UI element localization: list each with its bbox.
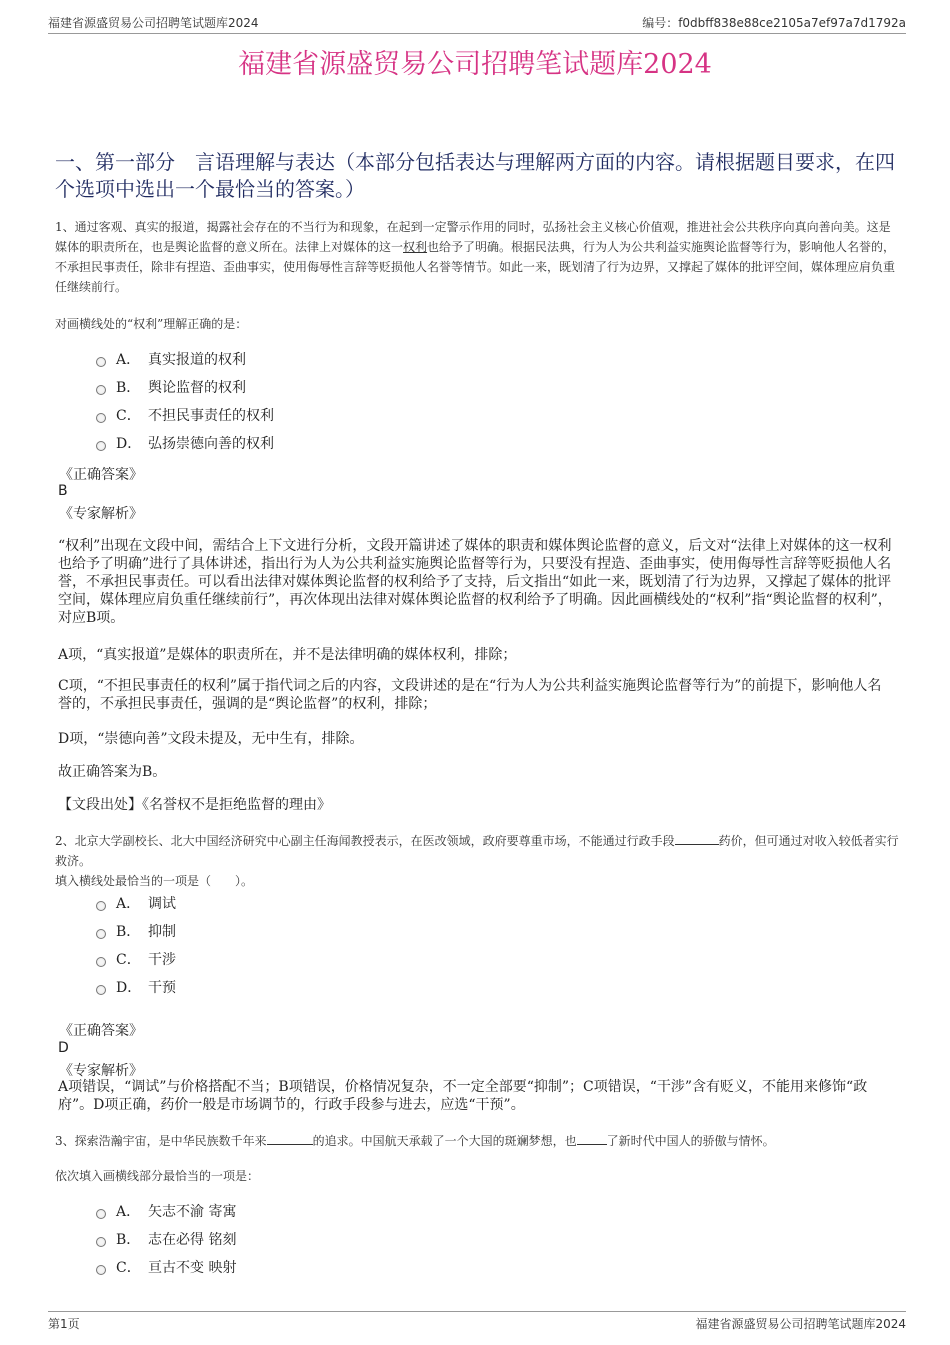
option-letter: B． (116, 924, 141, 940)
header-doc-id: 编号：f0dbff838e88ce2105a7ef97a7d1792a (642, 16, 906, 30)
q2-prompt: 填入横线处最恰当的一项是（ ）。 (55, 874, 254, 888)
q2-stem (55, 831, 900, 871)
option-letter: D． (116, 436, 142, 452)
radio-icon[interactable] (96, 413, 106, 423)
radio-icon[interactable] (96, 441, 106, 451)
q2-blank (675, 844, 719, 845)
q1-option-d[interactable] (96, 433, 274, 453)
q1-answer-label: 《正确答案》 (59, 467, 143, 483)
q1-prompt: 对画横线处的“权利”理解正确的是： (55, 317, 248, 331)
radio-icon[interactable] (96, 1265, 106, 1275)
option-text: 不担民事责任的权利 (148, 408, 274, 424)
radio-icon[interactable] (96, 985, 106, 995)
radio-icon[interactable] (96, 929, 106, 939)
option-text: 干涉 (148, 952, 176, 968)
section-heading: 一、第一部分 言语理解与表达（本部分包括表达与理解两方面的内容。请根据题目要求，在四个选项中选出一个最恰当的答案。） (55, 150, 895, 201)
radio-icon[interactable] (96, 385, 106, 395)
q3-stem-part1: 3、探索浩瀚宇宙，是中华民族数千年来 (55, 1134, 267, 1148)
option-letter: A． (116, 896, 141, 912)
q2-option-c[interactable] (96, 949, 176, 969)
footer-title: 福建省源盛贸易公司招聘笔试题库2024 (695, 1317, 906, 1331)
option-letter: B． (116, 1232, 141, 1248)
option-letter: C． (116, 1260, 141, 1276)
q3-option-a[interactable] (96, 1201, 236, 1221)
option-text: 志在必得 铭刻 (148, 1232, 237, 1248)
q1-stem (55, 217, 900, 297)
q1-stem-post: 也给予了明确。根据民法典，行为人为公共利益实施舆论监督等行为，影响他人名誉的，不承担民事责任，除非有捏造、歪曲事实，使用侮辱性言辞等贬损他人名誉等情节。如此一来，既划清了行为边界，又撑起了媒体的批评空间，媒体理应肩负重任继续前行。 (55, 240, 896, 294)
q2-stem-post: 药价，但可通过对收入较低者实行救济。 (55, 834, 899, 868)
page-number: 第1页 (48, 1317, 80, 1331)
q1-analysis-c: C项，“不担民事责任的权利”属于指代词之后的内容，文段讲述的是在“行为人为公共利益实施舆论监督等行为”的前提下，影响他人名誉的，不承担民事责任，强调的是“舆论监督”的权利，排除； (58, 678, 882, 712)
q1-option-a[interactable] (96, 349, 246, 369)
q2-option-d[interactable] (96, 977, 176, 997)
q1-option-b[interactable] (96, 377, 246, 397)
radio-icon[interactable] (96, 1209, 106, 1219)
q1-source: 【文段出处】《名誉权不是拒绝监督的理由》 (58, 797, 331, 813)
q2-analysis: A项错误，“调试”与价格搭配不当；B项错误，价格情况复杂，不一定全部要“抑制”；C项错误，“干涉”含有贬义，不能用来修饰“政府”。D项正确，药价一般是市场调节的，行政手段参与进去，应选“干预”。 (58, 1079, 868, 1113)
q3-blank-1 (267, 1144, 313, 1145)
q1-analysis-d: D项，“崇德向善”文段未提及，无中生有，排除。 (58, 731, 364, 747)
option-letter: C． (116, 408, 141, 424)
q2-option-b[interactable] (96, 921, 176, 941)
q1-answer: B (58, 483, 68, 499)
q3-option-b[interactable] (96, 1229, 236, 1249)
option-text: 干预 (148, 980, 176, 996)
option-text: 弘扬崇德向善的权利 (148, 436, 274, 452)
q1-analysis-label: 《专家解析》 (59, 506, 143, 522)
q1-analysis-main: “权利”出现在文段中间，需结合上下文进行分析，文段开篇讲述了媒体的职责和媒体舆论监督的意义，后文对“法律上对媒体的这一权利也给予了明确”进行了具体讲述，指出行为人为公共利益实施舆论监督等行为，只要没有捏造、歪曲事实，使用侮辱性言辞等贬损他人名誉，不承担民事责任。可以看出法律对媒体舆论监督的权利给予了支持，后文指出“如此一来，既划清了行为边界，又撑起了媒体的批评空间，媒体理应肩负重任继续前行”，再次体现出法律对媒体舆论监督的权利给予了明确。因此画横线处的“权利”指“舆论监督的权利”，对应B项。 (58, 538, 892, 626)
radio-icon[interactable] (96, 901, 106, 911)
q2-stem-pre: 2、北京大学副校长、北大中国经济研究中心副主任海闻教授表示，在医改领域，政府要尊重市场，不能通过行政手段 (55, 834, 675, 848)
q2-option-a[interactable] (96, 893, 176, 913)
option-letter: A． (116, 352, 141, 368)
q1-stem-pre: 1、通过客观、真实的报道，揭露社会存在的不当行为和现象，在起到一定警示作用的同时，弘扬社会主义核心价值观，推进社会公共秩序向真向善向美。这是媒体的职责所在，也是舆论监督的意义所在。法律上对媒体的这一 (55, 220, 891, 254)
page-header (48, 14, 906, 34)
page-footer (48, 1311, 906, 1332)
q3-stem-part2: 的追求。中国航天承载了一个大国的斑斓梦想，也 (312, 1134, 577, 1148)
q3-option-c[interactable] (96, 1257, 236, 1277)
option-text: 舆论监督的权利 (148, 380, 246, 396)
radio-icon[interactable] (96, 357, 106, 367)
q1-analysis-a: A项，“真实报道”是媒体的职责所在，并不是法律明确的媒体权利，排除； (58, 647, 517, 663)
option-letter: C． (116, 952, 141, 968)
q3-stem (55, 1131, 900, 1151)
option-letter: A． (116, 1204, 141, 1220)
q3-blank-2 (577, 1144, 607, 1145)
document-title: 福建省源盛贸易公司招聘笔试题库2024 (238, 49, 712, 80)
option-text: 矢志不渝 寄寓 (148, 1204, 237, 1220)
option-text: 调试 (148, 896, 176, 912)
q1-option-c[interactable] (96, 405, 274, 425)
q3-prompt: 依次填入画横线部分最恰当的一项是： (55, 1169, 260, 1183)
option-letter: B． (116, 380, 141, 396)
q2-answer-label: 《正确答案》 (59, 1023, 143, 1039)
q3-stem-part3: 了新时代中国人的骄傲与情怀。 (606, 1134, 775, 1148)
option-letter: D． (116, 980, 142, 996)
option-text: 真实报道的权利 (148, 352, 246, 368)
q2-analysis-label: 《专家解析》 (59, 1063, 143, 1079)
header-left-title: 福建省源盛贸易公司招聘笔试题库2024 (48, 16, 259, 30)
q1-underlined-term: 权利 (403, 240, 428, 254)
q2-answer: D (58, 1040, 69, 1056)
radio-icon[interactable] (96, 957, 106, 967)
radio-icon[interactable] (96, 1237, 106, 1247)
q1-conclusion: 故正确答案为B。 (58, 764, 167, 780)
option-text: 亘古不变 映射 (148, 1260, 237, 1276)
option-text: 抑制 (148, 924, 176, 940)
